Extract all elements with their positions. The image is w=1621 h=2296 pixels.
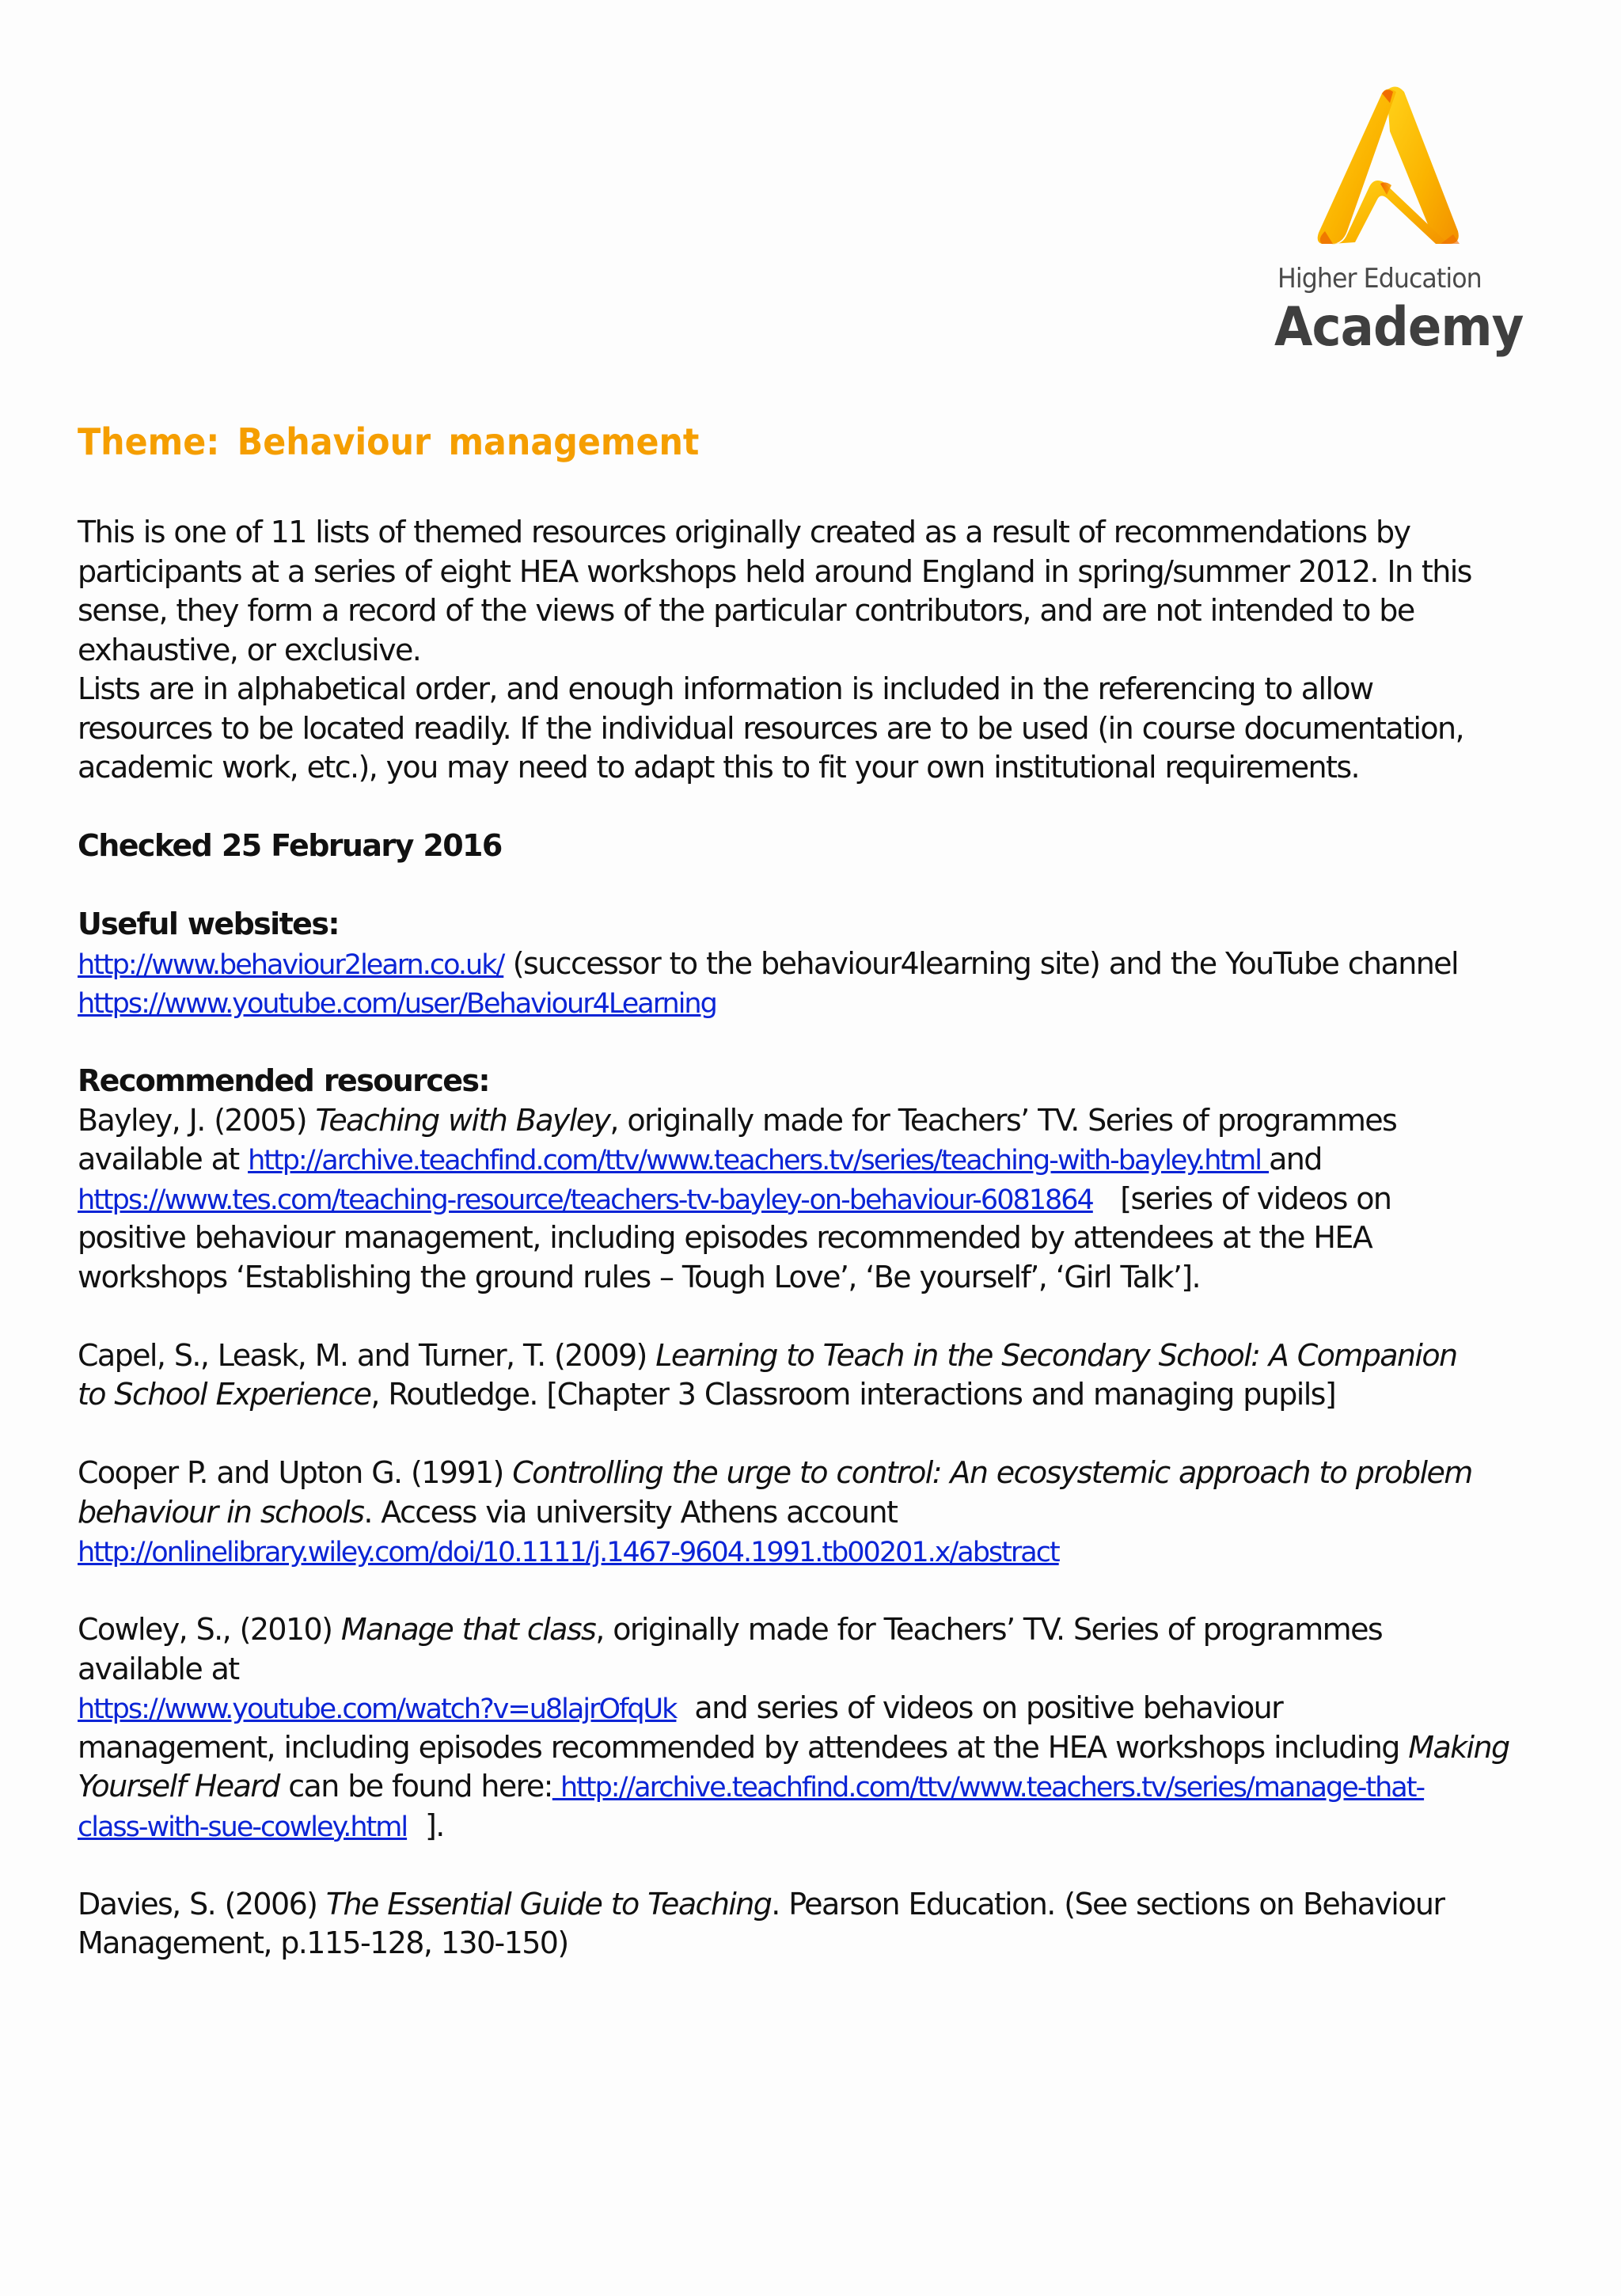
citation-author: Cooper P. and Upton G. (1991) xyxy=(78,1455,513,1490)
logo-text-academy: Academy xyxy=(1274,296,1524,359)
citation-author: Capel, S., Leask, M. and Turner, T. (2009) xyxy=(78,1337,656,1373)
intro-line: This is one of 11 lists of themed resources originally created as a result of recommendations by xyxy=(78,515,1410,549)
reference-line: Management, p.115-128, 130-150) xyxy=(78,1925,568,1960)
youtube-cowley-link[interactable]: https://www.youtube.com/watch?v=u8lajrOfqUk xyxy=(78,1693,677,1725)
hea-ribbon-a-icon xyxy=(1314,76,1464,250)
document-body xyxy=(78,412,1566,1963)
reference-line xyxy=(78,1689,1566,1728)
link-description: (successor to the behaviour4learning site) and the YouTube channel xyxy=(503,945,1458,981)
reference-bayley xyxy=(78,1101,1566,1298)
citation-title: Yourself Heard xyxy=(78,1769,279,1804)
reference-line xyxy=(78,1454,1566,1493)
reference-line xyxy=(78,1375,1566,1415)
useful-websites-heading: Useful websites: xyxy=(78,907,339,941)
reference-line xyxy=(78,1767,1566,1807)
reference-line xyxy=(78,1180,1566,1219)
reference-line: workshops ‘Establishing the ground rules – Tough Love’, ‘Be yourself’, ‘Girl Talk’]. xyxy=(78,1259,1201,1294)
youtube-channel-line xyxy=(78,983,1566,1023)
intro-line: participants at a series of eight HEA workshops held around England in spring/summer 2012. In this xyxy=(78,553,1471,589)
reference-line xyxy=(78,1493,1566,1533)
citation-author: Cowley, S., (2010) xyxy=(78,1612,341,1647)
citation-text: , originally made for Teachers’ TV. Series of programmes xyxy=(595,1612,1383,1647)
citation-title: behaviour in schools xyxy=(78,1494,364,1530)
hea-logo xyxy=(1266,76,1528,369)
reference-cowley xyxy=(78,1610,1566,1846)
reference-line xyxy=(78,1885,1566,1925)
citation-title: Manage that class xyxy=(340,1612,596,1647)
recommended-resources-heading: Recommended resources: xyxy=(78,1063,490,1098)
intro-line: sense, they form a record of the views of the particular contributors, and are not intended to be xyxy=(78,593,1414,628)
teachfind-cowley-link[interactable]: http://archive.teachfind.com/ttv/www.teachers.tv/series/manage-that- xyxy=(552,1772,1425,1804)
citation-text: and series of videos on positive behaviour xyxy=(676,1690,1283,1725)
citation-text: management, including episodes recommended by attendees at the HEA workshops including xyxy=(78,1729,1409,1765)
citation-text: , originally made for Teachers’ TV. Series of programmes xyxy=(609,1102,1397,1138)
citation-text: . Access via university Athens account xyxy=(363,1494,898,1530)
citation-author: Davies, S. (2006) xyxy=(78,1886,326,1922)
reference-capel xyxy=(78,1336,1566,1415)
teachfind-cowley-link-continued[interactable]: class-with-sue-cowley.html xyxy=(78,1811,408,1843)
citation-title: The Essential Guide to Teaching xyxy=(325,1886,772,1922)
reference-line xyxy=(78,1610,1566,1650)
intro-line: academic work, etc.), you may need to adapt this to fit your own institutional requirements. xyxy=(78,750,1360,785)
citation-text: and xyxy=(1269,1142,1322,1177)
wiley-link[interactable]: http://onlinelibrary.wiley.com/doi/10.1111/j.1467-9604.1991.tb00201.x/abstract xyxy=(78,1537,1059,1568)
citation-text: ]. xyxy=(407,1808,444,1843)
citation-title: to School Experience xyxy=(78,1377,371,1412)
page-title: Theme: Behaviour management xyxy=(78,420,700,463)
citation-title: Teaching with Bayley xyxy=(315,1102,610,1138)
citation-text: can be found here: xyxy=(279,1769,552,1804)
citation-title: Learning to Teach in the Secondary School: A Companion xyxy=(655,1337,1457,1373)
citation-text: , Routledge. [Chapter 3 Classroom interactions and managing pupils] xyxy=(370,1377,1336,1412)
intro-line: Lists are in alphabetical order, and enough information is included in the referencing to allow xyxy=(78,671,1373,706)
logo-text-higher-education: Higher Education xyxy=(1277,263,1482,295)
behaviour2learn-link[interactable]: http://www.behaviour2learn.co.uk/ xyxy=(78,948,504,981)
intro-line: exhaustive, or exclusive. xyxy=(78,632,421,667)
citation-text: available at xyxy=(78,1142,249,1177)
reference-line: positive behaviour management, including episodes recommended by attendees at the HEA xyxy=(78,1220,1372,1255)
useful-websites-line xyxy=(78,945,1566,984)
citation-text: . Pearson Education. (See sections on Behaviour xyxy=(771,1886,1444,1922)
citation-title: Making xyxy=(1408,1729,1509,1765)
tes-bayley-link[interactable]: https://www.tes.com/teaching-resource/teachers-tv-bayley-on-behaviour-6081864 xyxy=(78,1184,1093,1216)
checked-date: Checked 25 February 2016 xyxy=(78,828,502,863)
reference-line xyxy=(78,1532,1566,1572)
reference-line xyxy=(78,1728,1566,1768)
citation-title: Controlling the urge to control: An ecosystemic approach to problem xyxy=(512,1455,1472,1490)
citation-author: Bayley, J. (2005) xyxy=(78,1102,316,1138)
reference-line: available at xyxy=(78,1651,239,1686)
teachfind-bayley-link[interactable]: http://archive.teachfind.com/ttv/www.teachers.tv/series/teaching-with-bayley.html xyxy=(248,1145,1270,1177)
youtube-channel-link[interactable]: https://www.youtube.com/user/Behaviour4Learning xyxy=(78,988,716,1020)
reference-line xyxy=(78,1101,1566,1141)
intro-paragraph xyxy=(78,513,1566,1963)
reference-cooper xyxy=(78,1454,1566,1572)
intro-line: resources to be located readily. If the individual resources are to be used (in course documentation, xyxy=(78,710,1463,746)
citation-text: [series of videos on xyxy=(1092,1180,1391,1216)
reference-davies xyxy=(78,1885,1566,1963)
reference-line xyxy=(78,1140,1566,1180)
reference-line xyxy=(78,1336,1566,1376)
reference-line xyxy=(78,1807,1566,1846)
